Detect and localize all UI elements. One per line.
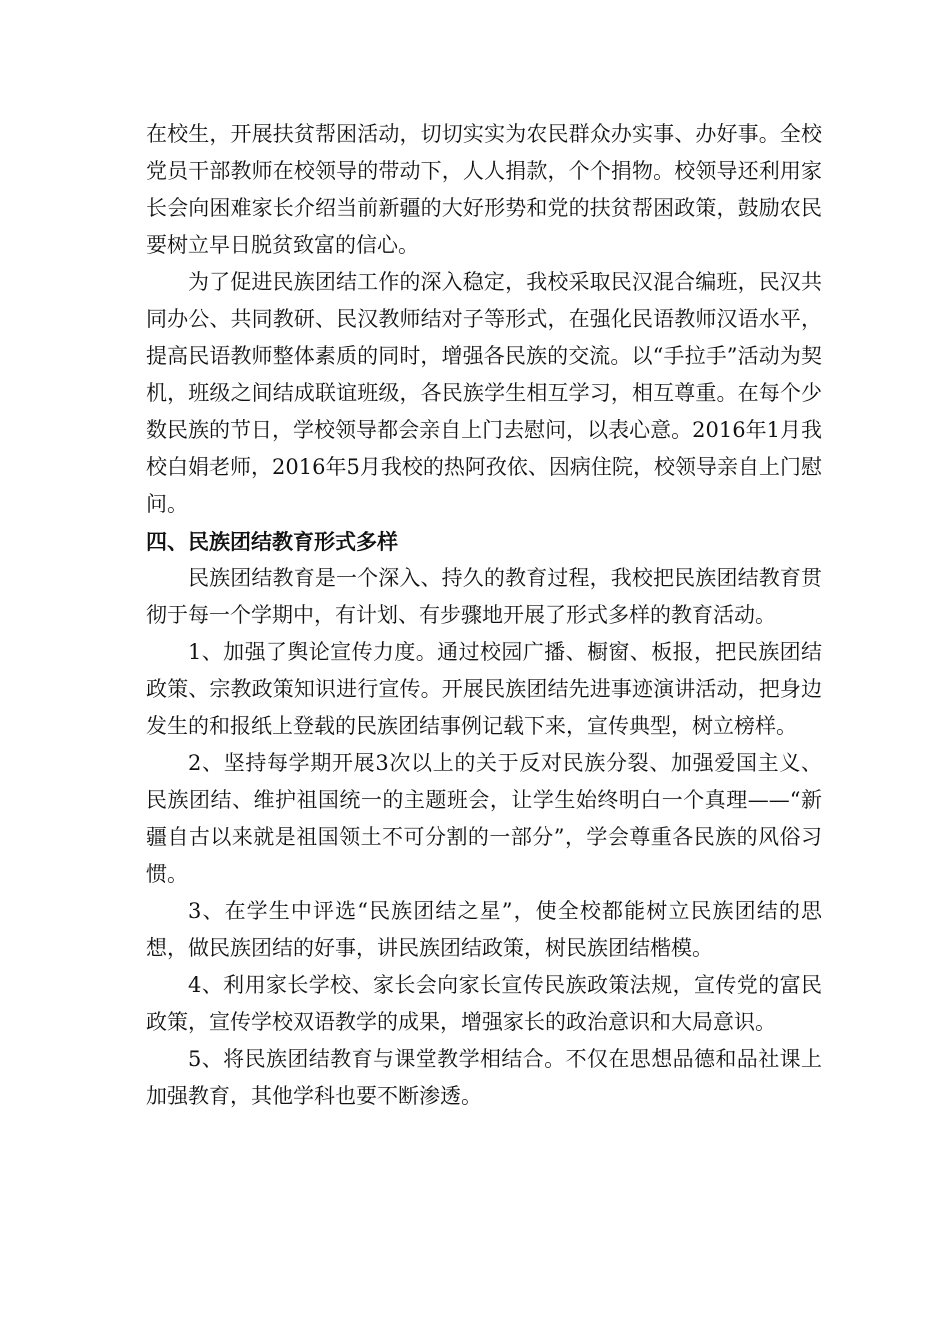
paragraph-item-2: 2、坚持每学期开展3次以上的关于反对民族分裂、加强爱国主义、民族团结、维护祖国统一的主题班会，让学生始终明白一个真理——“新疆自古以来就是祖国领土不可分割的一部分”，学会尊重各民族的风俗习惯。 <box>146 751 822 886</box>
paragraph-item-5: 5、将民族团结教育与课堂教学相结合。不仅在思想品德和品社课上加强教育，其他学科也要不断渗透。 <box>146 1047 822 1108</box>
paragraph-poverty-relief: 在校生，开展扶贫帮困活动，切切实实为农民群众办实事、办好事。全校党员干部教师在校领导的带动下，人人捐款，个个捐物。校领导还利用家长会向困难家长介绍当前新疆的大好形势和党的扶贫帮困政策，鼓励农民要树立早日脱贫致富的信心。 <box>146 122 822 257</box>
paragraph-item-1: 1、加强了舆论宣传力度。通过校园广播、橱窗、板报，把民族团结政策、宗教政策知识进行宣传。开展民族团结先进事迹演讲活动，把身边发生的和报纸上登载的民族团结事例记载下来，宣传典型，树立榜样。 <box>146 640 822 738</box>
paragraph-item-3: 3、在学生中评选“民族团结之星”，使全校都能树立民族团结的思想，做民族团结的好事，讲民族团结政策，树民族团结楷模。 <box>146 899 822 960</box>
paragraph-ethnic-unity-work: 为了促进民族团结工作的深入稳定，我校采取民汉混合编班，民汉共同办公、共同教研、民汉教师结对子等形式，在强化民语教师汉语水平，提高民语教师整体素质的同时，增强各民族的交流。以“手拉手”活动为契机，班级之间结成联谊班级，各民族学生相互学习，相互尊重。在每个少数民族的节日，学校领导都会亲自上门去慰问，以表心意。2016年1月我校白娟老师，2016年5月我校的热阿孜依、因病住院，校领导亲自上门慰问。 <box>146 270 822 516</box>
paragraph-education-intro: 民族团结教育是一个深入、持久的教育过程，我校把民族团结教育贯彻于每一个学期中，有计划、有步骤地开展了形式多样的教育活动。 <box>146 566 822 627</box>
section-heading-four: 四、民族团结教育形式多样 <box>146 529 398 554</box>
document-page <box>146 116 822 1115</box>
paragraph-item-4: 4、利用家长学校、家长会向家长宣传民族政策法规，宣传党的富民政策，宣传学校双语教学的成果，增强家长的政治意识和大局意识。 <box>146 973 822 1034</box>
